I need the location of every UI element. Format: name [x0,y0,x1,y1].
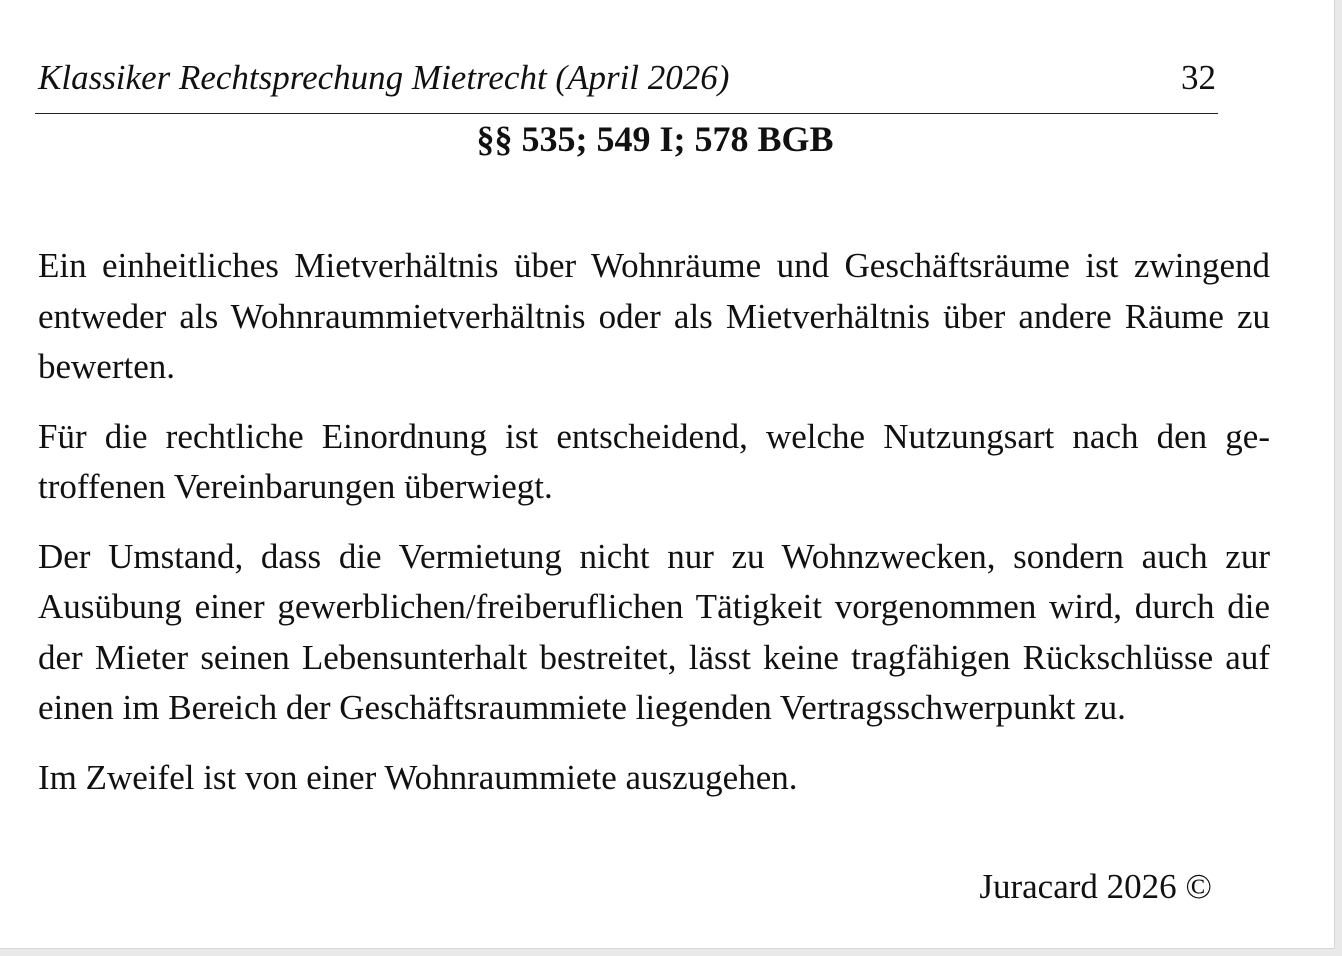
paragraph-2: Für die rechtliche Einordnung ist entscheidend, welche Nutzungsart nach den getroffenen Vereinbarungen überwiegt. [38,416,1270,506]
statute-heading: §§ 535; 549 I; 578 BGB [476,119,834,159]
copyright-notice: Juracard 2026 © [979,867,1212,906]
paragraph-1: Ein einheitliches Mietverhältnis über Wohnräume und Geschäftsräume ist zwingend entweder als Wohnraummietverhältnis oder als Mietverhältnis über andere Räume zu bewerten. [38,246,1270,386]
running-title: Klassiker Rechtsprechung Mietrecht (April 2026) [38,58,730,97]
document-body [38,241,1270,822]
header-divider [35,113,1218,114]
paragraph-4: Im Zweifel ist von einer Wohnraummiete auszugehen. [38,757,798,797]
paragraph-3: Der Umstand, dass die Vermietung nicht nur zu Wohnzwecken, sondern auch zur Ausübung einer gewerblichen/freiberuflichen Tätigkeit vorgenommen wird, durch die der Mieter seinen Lebensunterhalt bestreitet, lässt keine tragfähigen Rückschlüsse auf einen im Bereich der Geschäftsraummiete liegenden Vertragsschwerpunkt zu. [38,536,1270,727]
page-number: 32 [1181,58,1216,97]
